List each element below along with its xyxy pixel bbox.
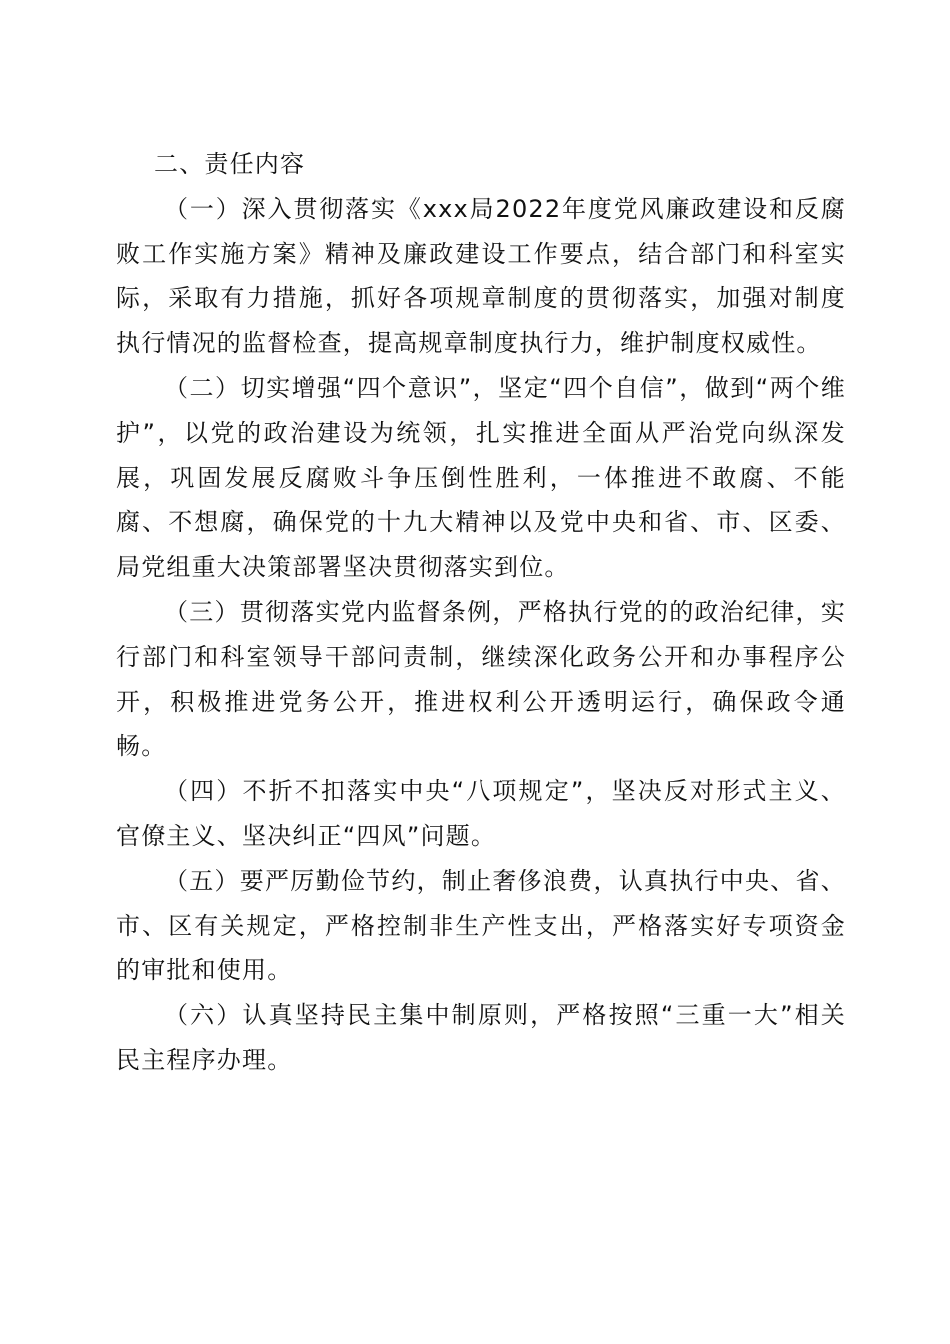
paragraph-2: （二）切实增强“四个意识”，坚定“四个自信”，做到“两个维护”，以党的政治建设为统领，扎实推进全面从严治党向纵深发展，巩固发展反腐败斗争压倒性胜利，一体推进不敢腐、不能腐、不想腐，确保党的十九大精神以及党中央和省、市、区委、局党组重大决策部署坚决贯彻落实到位。 [116, 373, 846, 582]
paragraph-3: （三）贯彻落实党内监督条例，严格执行党的的政治纪律，实行部门和科室领导干部问责制，继续深化政务公开和办事程序公开，积极推进党务公开，推进权利公开透明运行，确保政令通畅。 [116, 597, 846, 761]
section-heading: 二、责任内容 [154, 150, 306, 178]
paragraph-6: （六）认真坚持民主集中制原则，严格按照“三重一大”相关民主程序办理。 [116, 1001, 846, 1074]
paragraph-4: （四）不折不扣落实中央“八项规定”，坚决反对形式主义、官僚主义、坚决纠正“四风”问题。 [116, 777, 846, 850]
paragraph-5: （五）要严厉勤俭节约，制止奢侈浪费，认真执行中央、省、市、区有关规定，严格控制非生产性支出，严格落实好专项资金的审批和使用。 [116, 866, 846, 985]
document-body [116, 142, 846, 1083]
paragraph-1: （一）深入贯彻落实《xxx局2022年度党风廉政建设和反腐败工作实施方案》精神及廉政建设工作要点，结合部门和科室实际，采取有力措施，抓好各项规章制度的贯彻落实，加强对制度执行情况的监督检查，提高规章制度执行力，维护制度权威性。 [116, 194, 846, 358]
